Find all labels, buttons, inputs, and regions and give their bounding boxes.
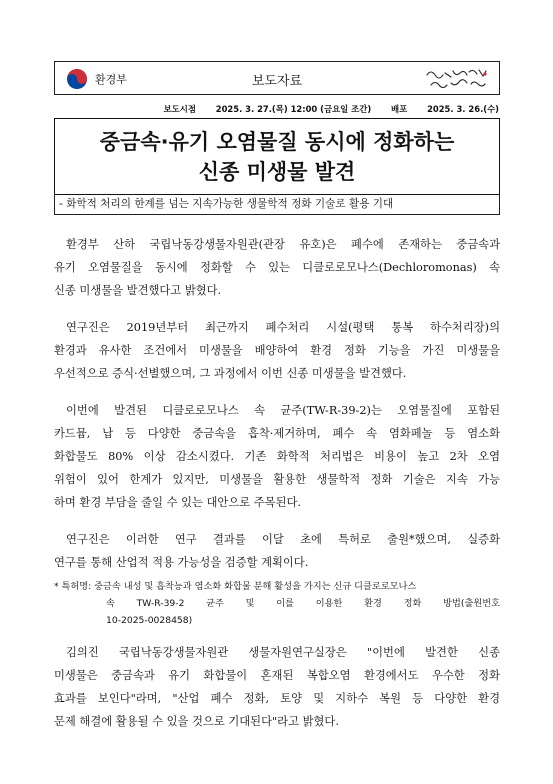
paragraph-line: 화합물도 80% 이상 감소시켰다. 기존 화학적 처리법은 비용이 높고 2차 오염 [54,450,500,463]
ministry-name: 환경부 [95,73,127,86]
paragraph-line: 연구를 통해 산업적 적용 가능성을 검증할 계획이다. [54,556,309,569]
paragraph-3 [54,399,500,514]
paragraph-line: 신종 미생물을 발견했다고 밝혔다. [54,284,222,297]
footnote-line: * 특허명: 중금속 내성 및 흡착능과 염소화 화합물 분해 활성을 가지는 신규 디클로로모나스 [54,581,417,592]
paragraph-4 [54,528,500,574]
paragraph-line: 우선적으로 증식·선별했으며, 그 과정에서 이번 신종 미생물을 발견했다. [54,367,407,380]
paragraph-line: 위험이 있어 한계가 있지만, 미생물을 활용한 생물학적 정화 기술은 지속 가능 [54,473,500,486]
paragraph-line: 미생물은 중금속과 유기 화합물이 혼재된 복합오염 환경에서도 우수한 정화 [54,669,500,682]
distribution-label: 배포 [391,104,408,114]
paragraph-line: 환경부 산하 국립낙동강생물자원관(관장 유호)은 폐수에 존재하는 중금속과 [66,238,500,251]
release-value: 2025. 3. 27.(목) 12:00 (금요일 조간) [215,104,372,114]
handwritten-slogan-icon [423,65,493,93]
paragraph-5 [54,641,500,733]
release-label: 보도시점 [163,104,196,114]
paragraph-line: 하며 환경 부담을 줄일 수 있는 대안으로 주목된다. [54,496,301,509]
paragraph-line: 김의진 국립낙동강생물자원관 생물자원연구실장은 "이번에 발견한 신종 [66,646,500,659]
title-line-2: 신종 미생물 발견 [198,159,356,184]
footnote-line: 속 TW-R-39-2 균주 및 이를 이용한 환경 정화 방법(출원번호 [106,598,500,609]
paragraph-line: 연구진은 이러한 연구 결과를 이달 초에 특허로 출원*했으며, 실증화 [66,533,500,546]
doc-type-title: 보도자료 [251,74,303,89]
paragraph-line: 연구진은 2019년부터 최근까지 폐수처리 시설(평택 통복 하수처리장)의 [66,321,500,334]
paragraph-line: 카드뮴, 납 등 다양한 중금속을 흡착·제거하며, 폐수 속 염화페놀 등 염소화 [54,427,500,440]
paragraph-1 [54,233,500,302]
paragraph-line: 유기 오염물질을 동시에 정화할 수 있는 디클로로모나스(Dechloromonas) 속 [54,261,500,274]
patent-footnote [54,578,500,629]
distribution-value: 2025. 3. 26.(수) [427,104,499,114]
embargo-line [164,103,499,115]
paragraph-line: 환경과 유사한 조건에서 미생물을 배양하여 환경 정화 기능을 가진 미생물을 [54,344,500,357]
paragraph-line: 문제 해결에 활용될 수 있을 것으로 기대된다"라고 밝혔다. [54,715,339,728]
paragraph-line: 효과를 보인다"라며, "산업 폐수 정화, 토양 및 지하수 복원 등 다양한 환경 [54,692,500,705]
paragraph-2 [54,316,500,385]
title-line-1: 중금속·유기 오염물질 동시에 정화하는 [99,129,455,154]
subtitle: - 화학적 처리의 한계를 넘는 지속가능한 생물학적 정화 기술로 활용 기대 [54,195,500,215]
title-box [54,118,500,195]
header-box [54,61,500,95]
footnote-line: 10-2025-0028458) [106,615,193,626]
paragraph-line: 이번에 발견된 디클로로모나스 속 균주(TW-R-39-2)는 오염물질에 포함된 [66,404,500,417]
body-text [54,233,500,747]
